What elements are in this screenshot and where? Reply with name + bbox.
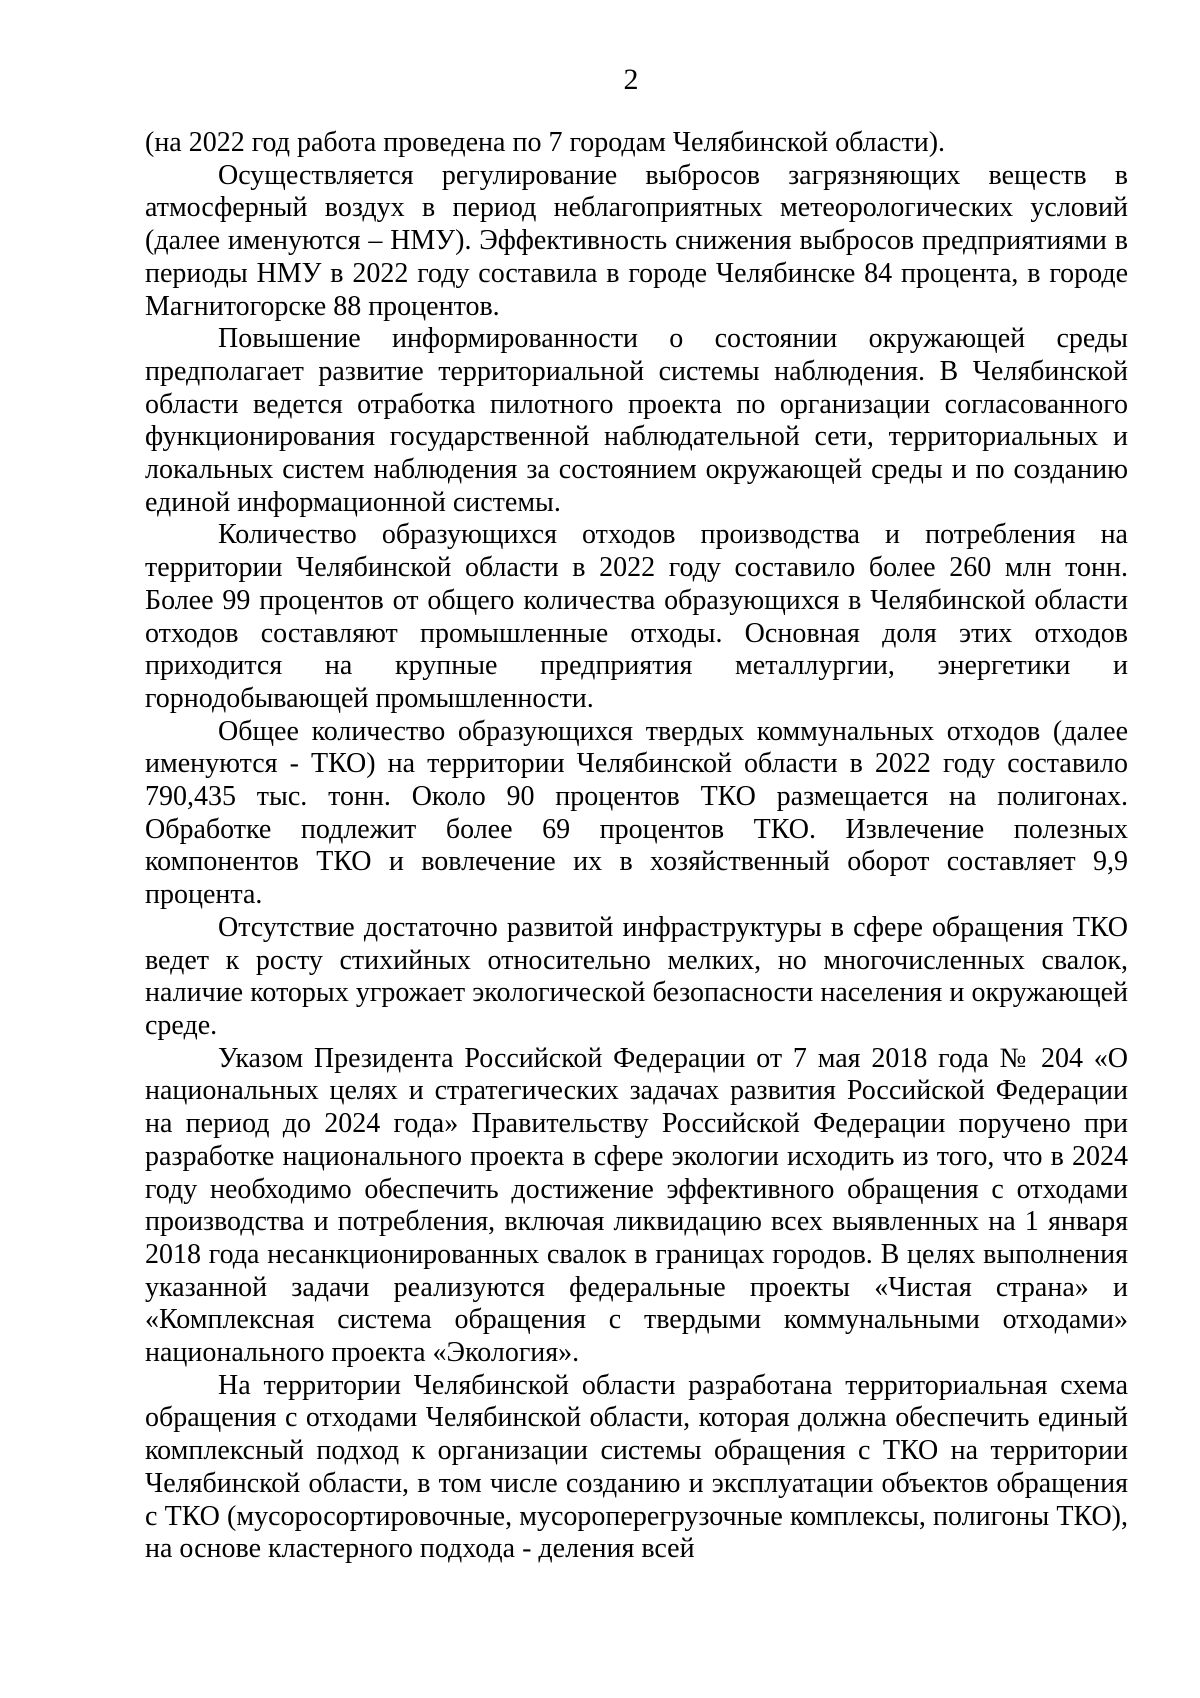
page-number: 2 bbox=[623, 63, 639, 96]
paragraph-municipal-waste: Общее количество образующихся твердых коммунальных отходов (далее именуются - ТКО) на территории Челябинской области в 2022 году составило 790,435 тыс. тонн. Около 90 процентов ТКО размещается на полигонах. Обработке подлежит более 69 процентов ТКО. Извлечение полезных компонентов ТКО и вовлечение их в хозяйственный оборот составляет 9,9 процента. bbox=[145, 715, 1128, 911]
paragraph-infrastructure: Отсутствие достаточно развитой инфраструктуры в сфере обращения ТКО ведет к росту стихийных относительно мелких, но многочисленных свалок, наличие которых угрожает экологической безопасности населения и окружающей среде. bbox=[145, 911, 1128, 1041]
paragraph-continuation: (на 2022 год работа проведена по 7 городам Челябинской области). bbox=[145, 127, 946, 158]
paragraph-monitoring-system: Повышение информированности о состоянии окружающей среды предполагает развитие территориальной системы наблюдения. В Челябинской области ведется отработка пилотного проекта по организации согласованного функционирования государственной наблюдательной сети, территориальных и локальных систем наблюдения за состоянием окружающей среды и по созданию единой информационной системы. bbox=[145, 323, 1128, 518]
paragraph-waste-volume: Количество образующихся отходов производства и потребления на территории Челябинской области в 2022 году составило более 260 млн тонн. Более 99 процентов от общего количества образующихся в Челябинской области отходов составляют промышленные отходы. Основная доля этих отходов приходится на крупные предприятия металлургии, энергетики и горнодобывающей промышленности. bbox=[145, 519, 1128, 714]
paragraph-presidential-decree: Указом Президента Российской Федерации от 7 мая 2018 года № 204 «О национальных целях и стратегических задачах развития Российской Федерации на период до 2024 года» Правительству Российской Федерации поручено при разработке национального проекта в сфере экологии исходить из того, что в 2024 году необходимо обеспечить достижение эффективного обращения с отходами производства и потребления, включая ликвидацию всех выявленных на 1 января 2018 года несанкционированных свалок в границах городов. В целях выполнения указанной задачи реализуются федеральные проекты «Чистая страна» и «Комплексная система обращения с твердыми коммунальными отходами» национального проекта «Экология». bbox=[145, 1042, 1128, 1369]
document-body bbox=[145, 127, 1128, 1566]
paragraph-territorial-scheme: На территории Челябинской области разработана территориальная схема обращения с отходами Челябинской области, которая должна обеспечить единый комплексный подход к организации системы обращения с ТКО на территории Челябинской области, в том числе созданию и эксплуатации объектов обращения с ТКО (мусоросортировочные, мусороперегрузочные комплексы, полигоны ТКО), на основе кластерного подхода - деления всей bbox=[145, 1369, 1128, 1565]
paragraph-nmu-regulation: Осуществляется регулирование выбросов загрязняющих веществ в атмосферный воздух в период неблагоприятных метеорологических условий (далее именуются – НМУ). Эффективность снижения выбросов предприятиями в периоды НМУ в 2022 году составила в городе Челябинске 84 процента, в городе Магнитогорске 88 процентов. bbox=[145, 159, 1128, 322]
